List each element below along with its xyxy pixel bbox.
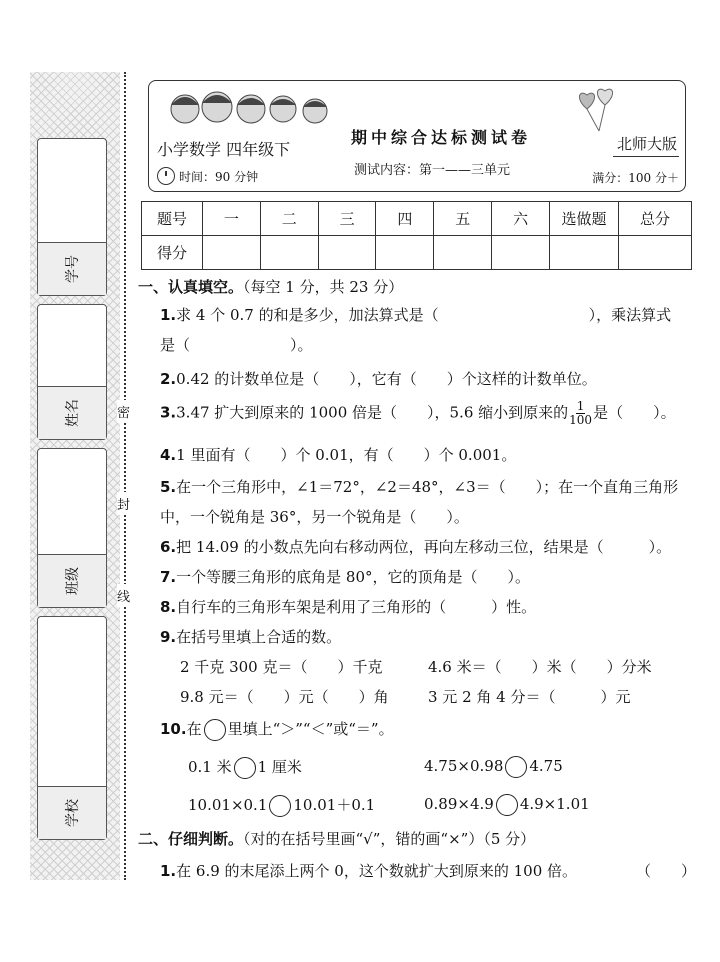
section2-title: 二、仔细判断。: [138, 830, 244, 848]
school-box[interactable]: [37, 616, 107, 840]
score-cell[interactable]: [434, 236, 492, 270]
compare-circle-icon: [204, 719, 226, 741]
student-id-label: 学号: [65, 255, 81, 283]
question-9c: 9.8 元＝（ ）元（ ）角: [180, 688, 389, 706]
compare-answer-circle[interactable]: [505, 756, 527, 778]
section2-note: （对的在括号里画“√”，错的画“×”）（5 分）: [243, 830, 536, 848]
section1-heading: [138, 276, 403, 297]
name-box[interactable]: [37, 304, 107, 440]
table-header-cell: 六: [492, 202, 550, 236]
question-10: 10.在 里填上“＞”“＜”或“＝”。: [160, 718, 394, 741]
score-row-label: 得分: [142, 236, 203, 270]
cut-line: [124, 72, 126, 880]
section2-heading: [138, 828, 535, 849]
clock-icon: [157, 167, 175, 185]
score-cell[interactable]: [318, 236, 376, 270]
heart-balloons-icon: [573, 87, 623, 133]
exam-title: 期中综合达标测试卷: [351, 128, 532, 147]
full-score: 满分：100 分＋: [592, 171, 679, 185]
question-9: 9.在括号里填上合适的数。: [160, 628, 342, 646]
compare-answer-circle[interactable]: [234, 757, 256, 779]
time-limit: [157, 167, 258, 185]
question-8: 8.自行车的三角形车架是利用了三角形的（ ）性。: [160, 598, 537, 616]
section1-title: 一、认真填空。: [138, 278, 244, 296]
question-1-cont: 是（ ）。: [160, 336, 313, 354]
score-cell[interactable]: [492, 236, 550, 270]
edition-label: 北师大版: [613, 133, 679, 157]
score-cell[interactable]: [203, 236, 261, 270]
compare-item: 4.75×0.98 4.75: [424, 756, 563, 778]
score-cell[interactable]: [260, 236, 318, 270]
table-header-cell: 三: [318, 202, 376, 236]
question-9d: 3 元 2 角 4 分＝（ ）元: [428, 688, 631, 706]
score-table: [141, 201, 692, 270]
table-header-cell: 一: [203, 202, 261, 236]
compare-item: 0.89×4.9 4.9×1.01: [424, 794, 590, 816]
score-cell[interactable]: [619, 236, 692, 270]
compare-answer-circle[interactable]: [269, 795, 291, 817]
table-header-cell: 四: [376, 202, 434, 236]
seal-char-mi: 密: [117, 400, 130, 423]
table-header-cell: 二: [260, 202, 318, 236]
school-label: 学校: [65, 799, 81, 827]
table-header-cell: 选做题: [550, 202, 619, 236]
question-5: 5.在一个三角形中，∠1＝72°，∠2＝48°，∠3＝（ ）；在一个直角三角形: [160, 478, 679, 496]
fraction-1-100: $\frac{1}{100}$: [569, 399, 593, 427]
question-7: 7.一个等腰三角形的底角是 80°，它的顶角是（ ）。: [160, 568, 530, 586]
student-id-box[interactable]: [37, 138, 107, 296]
table-row: [142, 236, 692, 270]
seal-char-feng: 封: [117, 492, 130, 515]
score-cell[interactable]: [550, 236, 619, 270]
question-1: 1.求 4 个 0.7 的和是多少，加法算式是（ ），乘法算式: [160, 306, 672, 324]
section1-note: （每空 1 分，共 23 分）: [243, 278, 404, 296]
question-5-cont: 中，一个锐角是 36°，另一个锐角是（ ）。: [160, 508, 469, 526]
test-content: 测试内容：第一——三单元: [354, 163, 511, 178]
table-row: [142, 202, 692, 236]
compare-item: 0.1 米 1 厘米: [188, 756, 302, 779]
table-header-cell: 五: [434, 202, 492, 236]
question-6: 6.把 14.09 的小数点先向右移动两位，再向左移动三位，结果是（ ）。: [160, 538, 672, 556]
class-label: 班级: [65, 567, 81, 595]
table-header-cell: 题号: [142, 202, 203, 236]
score-cell[interactable]: [376, 236, 434, 270]
question-3: 3.3.47 扩大到原来的 1000 倍是（ ），5.6 缩小到原来的 $\frac{1}{100}$ 是（ ）。: [160, 399, 676, 427]
subject-grade: 小学数学 四年级下: [157, 140, 291, 159]
question-9b: 4.6 米＝（ ）米（ ）分米: [428, 658, 652, 676]
question-9a: 2 千克 300 克＝（ ）千克: [180, 658, 383, 676]
children-illustration: [165, 87, 335, 127]
seal-char-xian: 线: [117, 584, 130, 607]
question-4: 4.1 里面有（ ）个 0.01，有（ ）个 0.001。: [160, 446, 517, 464]
compare-item: 10.01×0.1 10.01＋0.1: [188, 794, 375, 817]
time-text: 时间：90 分钟: [179, 169, 259, 184]
question-2: 2.0.42 的计数单位是（ ），它有（ ）个这样的计数单位。: [160, 370, 597, 388]
name-label: 姓名: [65, 399, 81, 427]
compare-answer-circle[interactable]: [496, 794, 518, 816]
exam-header: [148, 80, 686, 192]
judge-question-1: 1.在 6.9 的末尾添上两个 0，这个数就扩大到原来的 100 倍。: [160, 862, 578, 880]
class-box[interactable]: [37, 448, 107, 608]
judge-answer-paren[interactable]: （ ）: [636, 862, 697, 880]
table-header-cell: 总分: [619, 202, 692, 236]
